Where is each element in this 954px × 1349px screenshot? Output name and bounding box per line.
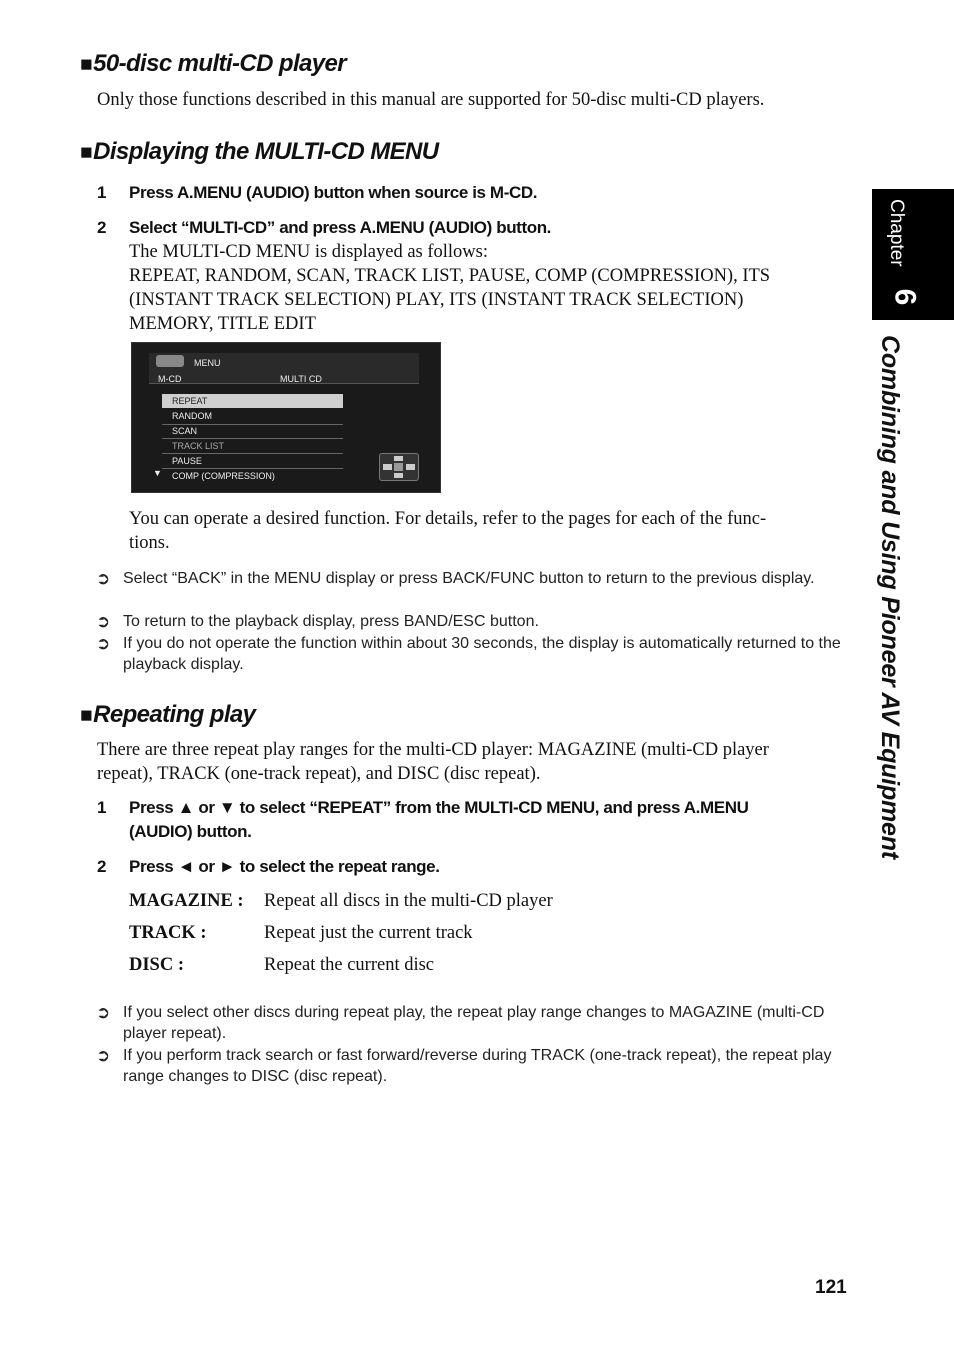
- note-arrow-icon: ➲: [96, 569, 111, 588]
- screen-item: PAUSE: [172, 456, 202, 466]
- screen-item: REPEAT: [172, 396, 208, 406]
- note-arrow-icon: ➲: [96, 1046, 111, 1065]
- chapter-title-vertical: Combining and Using Pioneer AV Equipment: [876, 335, 904, 859]
- note: ➲ If you select other discs during repeat play, the repeat play range changes to MAGAZINE (multi-CD player repeat).: [96, 1003, 825, 1042]
- screen-menu-label: MENU: [194, 358, 221, 368]
- chapter-label: Chapter: [886, 199, 907, 267]
- note-arrow-icon: ➲: [96, 612, 111, 631]
- chapter-tab: [872, 189, 954, 320]
- note-arrow-icon: ➲: [96, 634, 111, 653]
- repeat-step-1: 1 Press ▲ or ▼ to select “REPEAT” from the MULTI-CD MENU, and press A.MENU (AUDIO) button.: [97, 798, 749, 841]
- screen-item: COMP (COMPRESSION): [172, 471, 275, 481]
- section-heading-50disc: ■50-disc multi-CD player: [80, 50, 347, 77]
- section-body-50disc: Only those functions described in this manual are supported for 50-disc multi-CD players.: [97, 90, 765, 110]
- page-number: 121: [815, 1277, 847, 1298]
- note: ➲ If you perform track search or fast forward/reverse during TRACK (one-track repeat), the repeat play range changes to DISC (disc repeat).: [96, 1046, 832, 1085]
- note: ➲ To return to the playback display, press BAND/ESC button.: [96, 612, 539, 631]
- section-body-repeating-play: There are three repeat play ranges for the multi-CD player: MAGAZINE (multi-CD player repeat), TRACK (one-track repeat), and DISC (disc repeat).: [97, 740, 769, 784]
- step-2-body: The MULTI-CD MENU is displayed as follows: REPEAT, RANDOM, SCAN, TRACK LIST, PAUSE, COMP (COMPRESSION), ITS (INSTANT TRACK SELECTION) PLAY, ITS (INSTANT TRACK SELECTION) MEMORY, TITLE EDIT: [129, 242, 771, 334]
- range-row: DISC : Repeat the current disc: [129, 955, 435, 975]
- dpad-icon: [379, 453, 419, 481]
- screen-title: MULTI CD: [280, 374, 322, 384]
- range-row: MAGAZINE : Repeat all discs in the multi-CD player: [129, 891, 553, 911]
- screen-item: SCAN: [172, 426, 198, 436]
- scroll-down-icon: ▼: [153, 468, 162, 478]
- chapter-number: 6: [888, 288, 922, 306]
- screen-source-label: M-CD: [158, 374, 182, 384]
- after-screen-text: You can operate a desired function. For details, refer to the pages for each of the func- tions.: [129, 509, 767, 553]
- section-heading-repeating-play: ■Repeating play: [80, 701, 256, 728]
- disc-icon: [156, 355, 184, 367]
- note: ➲ If you do not operate the function within about 30 seconds, the display is automatically returned to the playback display.: [96, 634, 841, 673]
- note-arrow-icon: ➲: [96, 1003, 111, 1022]
- range-row: TRACK : Repeat just the current track: [129, 923, 473, 943]
- multicd-menu-screenshot: [131, 342, 441, 493]
- screen-item: RANDOM: [172, 411, 212, 421]
- screen-item: TRACK LIST: [172, 441, 225, 451]
- section-heading-multicd-menu: ■Displaying the MULTI-CD MENU: [80, 138, 439, 165]
- note: ➲ Select “BACK” in the MENU display or press BACK/FUNC button to return to the previous display.: [96, 569, 815, 588]
